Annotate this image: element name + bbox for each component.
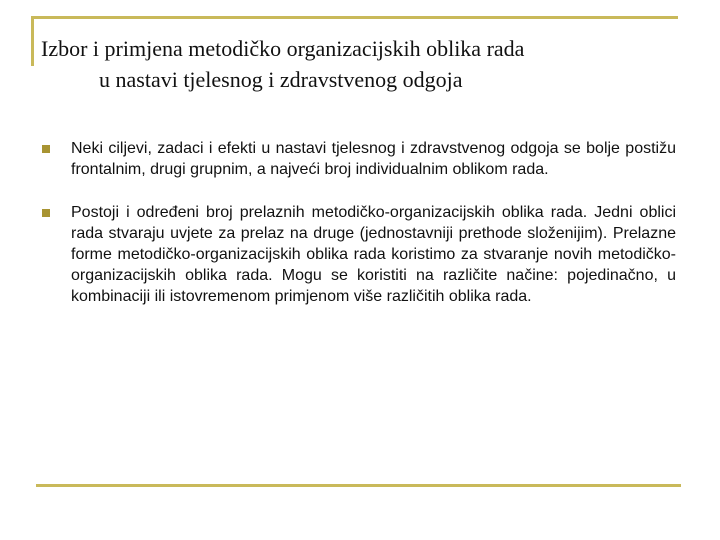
bullet-item (42, 138, 676, 180)
bullet-text: Neki ciljevi, zadaci i efekti u nastavi tjelesnog i zdravstvenog odgoja se bolje postižu frontalnim, drugi grupnim, a najveći broj individualnim oblikom rada. (71, 140, 676, 178)
bottom-rule (36, 484, 681, 487)
square-bullet-icon (42, 145, 50, 153)
title-line-2: u nastavi tjelesnog i zdravstvenog odgoja (99, 67, 463, 92)
square-bullet-icon (42, 209, 50, 217)
top-rule (31, 16, 678, 19)
bullet-list (42, 138, 676, 329)
title-line-1: Izbor i primjena metodičko organizacijskih oblika rada (41, 36, 525, 61)
left-rule (31, 16, 34, 66)
bullet-text: Postoji i određeni broj prelaznih metodičko-organizacijskih oblika rada. Jedni oblici rada stvaraju uvjete za prelaz na druge (jednostavniji prethode složenijim). Prelazne forme metodičko-organizacijskih oblika rada koristimo za stvaranje novih metodičko-organizacijskih oblika rada. Mogu se koristiti na različite načine: pojedinačno, u kombinaciji ili istovremenom primjenom više različitih oblika rada. (71, 204, 676, 305)
slide-title (41, 33, 711, 95)
bullet-item (42, 202, 676, 307)
